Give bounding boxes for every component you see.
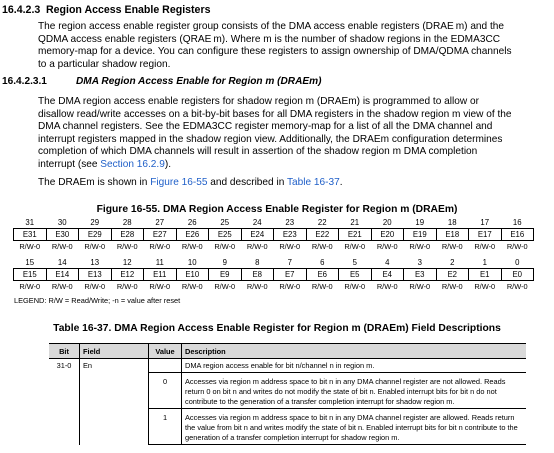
figure-link[interactable]: Figure 16-55 xyxy=(150,177,208,188)
field-name: E14 xyxy=(46,269,79,281)
intro-line: memory-map for a device. You can configure these registers to assign ownership of DMA/QDMA channels xyxy=(38,46,512,58)
body-line: interrupt registers mapped in the shadow region view. Additionally, the DRAEm configuration determines xyxy=(38,133,503,145)
access-type: R/W-0 xyxy=(84,282,106,291)
field-name: E10 xyxy=(176,269,209,281)
access-type: R/W-0 xyxy=(19,242,41,251)
access-type: R/W-0 xyxy=(149,282,171,291)
access-type: R/W-0 xyxy=(214,242,236,251)
description-cell: Accesses via region m address space to bit n in any DMA channel register are not allowed. Reads return 0 on bit n and writes do not modify the state of bit n. Enabled interrupt bits for bit n do not contribute to the generation of a transfer completion interrupt for shadow region m. xyxy=(182,373,527,409)
bit-number: 23 xyxy=(285,218,295,227)
access-type: R/W-0 xyxy=(246,282,268,291)
header-bit: Bit xyxy=(49,344,80,359)
field-name: E9 xyxy=(209,269,242,281)
bit-number: 24 xyxy=(252,218,262,227)
access-type: R/W-0 xyxy=(19,282,41,291)
access-type: R/W-0 xyxy=(51,282,73,291)
section-intro xyxy=(38,21,512,71)
field-name: E19 xyxy=(404,229,437,241)
access-type: R/W-0 xyxy=(246,242,268,251)
figure-reference: The DRAEm is shown in Figure 16-55 and described in Table 16-37. xyxy=(38,177,343,188)
header-value: Value xyxy=(149,344,182,359)
access-type: R/W-0 xyxy=(506,242,528,251)
access-type: R/W-0 xyxy=(116,242,138,251)
bit-number: 18 xyxy=(447,218,457,227)
field-name: E30 xyxy=(46,229,79,241)
field-name: E29 xyxy=(79,229,112,241)
bit-number: 21 xyxy=(350,218,360,227)
bit-number: 10 xyxy=(187,258,197,267)
bit-number: 8 xyxy=(255,258,260,267)
bit-number: 4 xyxy=(385,258,390,267)
field-name: E1 xyxy=(469,269,502,281)
bit-number-row xyxy=(14,217,534,229)
bit-number: 14 xyxy=(57,258,67,267)
bit-number: 12 xyxy=(122,258,132,267)
bit-number: 0 xyxy=(515,258,520,267)
bit-number: 9 xyxy=(222,258,227,267)
value-cell: 1 xyxy=(149,409,182,445)
field-name: E25 xyxy=(209,229,242,241)
field-name: E11 xyxy=(144,269,177,281)
field-name: E18 xyxy=(436,229,469,241)
field-name: E20 xyxy=(371,229,404,241)
field-name: E13 xyxy=(79,269,112,281)
bit-cell: 31-0 xyxy=(49,359,80,445)
access-type: R/W-0 xyxy=(506,282,528,291)
access-type: R/W-0 xyxy=(84,242,106,251)
field-name: E3 xyxy=(404,269,437,281)
body-line: completion of which DMA channels will result in assertion of the shadow region m DMA completion xyxy=(38,146,478,158)
subsection-title: DMA Region Access Enable for Region m (DRAEm) xyxy=(76,76,322,87)
bit-number: 28 xyxy=(122,218,132,227)
bit-number: 29 xyxy=(90,218,100,227)
description-cell: DMA region access enable for bit n/channel n in region m. xyxy=(185,361,375,370)
access-type: R/W-0 xyxy=(279,282,301,291)
field-name: E15 xyxy=(14,269,47,281)
access-type: R/W-0 xyxy=(409,242,431,251)
access-type: R/W-0 xyxy=(441,242,463,251)
header-description: Description xyxy=(182,344,527,359)
intro-line: The region access enable register group consists of the DMA access enable registers (DRAE m) and the xyxy=(38,21,504,32)
bit-number: 19 xyxy=(415,218,425,227)
bit-number: 17 xyxy=(480,218,490,227)
field-name: E31 xyxy=(14,229,47,241)
access-type: R/W-0 xyxy=(51,242,73,251)
register-lower-half xyxy=(13,257,534,292)
intro-line: QDMA access enable registers (QRAE m). Where m is the number of shadow regions in the EDMA3CC xyxy=(38,33,501,45)
intro-line: to a particular shadow region. xyxy=(38,58,171,70)
subsection-number: 16.4.2.3.1 xyxy=(2,76,47,87)
register-legend: LEGEND: R/W = Read/Write; -n = value after reset xyxy=(14,296,181,305)
section-title: Region Access Enable Registers xyxy=(46,4,211,16)
table-row xyxy=(49,359,526,373)
access-row xyxy=(14,241,534,253)
field-name: E26 xyxy=(176,229,209,241)
field-name: E21 xyxy=(339,229,372,241)
body-line: disallow read/write accesses on a bit-by-bit bases for all DMA registers in the shadow region m view of the xyxy=(38,108,512,120)
bit-number: 1 xyxy=(482,258,487,267)
access-type: R/W-0 xyxy=(344,282,366,291)
table-link[interactable]: Table 16-37 xyxy=(286,177,340,188)
section-heading xyxy=(2,4,210,16)
access-type: R/W-0 xyxy=(376,242,398,251)
field-name: E22 xyxy=(306,229,339,241)
table-caption: Table 16-37. DMA Region Access Enable Register for Region m (DRAEm) Field Descriptions xyxy=(53,323,501,334)
bit-number-row xyxy=(14,257,534,269)
field-name: E24 xyxy=(241,229,274,241)
bit-number: 30 xyxy=(57,218,67,227)
bit-number: 15 xyxy=(25,258,35,267)
value-cell: 0 xyxy=(149,373,182,409)
field-name: E5 xyxy=(339,269,372,281)
field-name: E0 xyxy=(501,269,534,281)
access-type: R/W-0 xyxy=(116,282,138,291)
bit-number: 3 xyxy=(417,258,422,267)
access-row xyxy=(14,281,534,293)
field-name: E28 xyxy=(111,229,144,241)
field-name-row xyxy=(14,229,534,241)
field-name-row xyxy=(14,269,534,281)
access-type: R/W-0 xyxy=(311,242,333,251)
access-type: R/W-0 xyxy=(441,282,463,291)
field-cell: En xyxy=(80,359,149,445)
section-link[interactable]: Section 16.2.9 xyxy=(100,158,165,170)
access-type: R/W-0 xyxy=(311,282,333,291)
bit-number: 11 xyxy=(155,258,164,267)
field-name: E4 xyxy=(371,269,404,281)
field-name: E12 xyxy=(111,269,144,281)
bit-number: 16 xyxy=(512,218,522,227)
bit-number: 13 xyxy=(90,258,100,267)
bit-number: 25 xyxy=(220,218,230,227)
header-field: Field xyxy=(80,344,149,359)
field-name: E23 xyxy=(274,229,307,241)
body-line: The DMA region access enable registers for shadow region m (DRAEm) is programmed to allow or xyxy=(38,96,479,107)
access-type: R/W-0 xyxy=(344,242,366,251)
bit-number: 7 xyxy=(287,258,292,267)
field-name: E17 xyxy=(469,229,502,241)
access-type: R/W-0 xyxy=(474,282,496,291)
subsection-heading xyxy=(2,76,321,87)
bit-number: 2 xyxy=(450,258,455,267)
bit-number: 26 xyxy=(187,218,197,227)
field-name: E16 xyxy=(501,229,534,241)
access-type: R/W-0 xyxy=(376,282,398,291)
access-type: R/W-0 xyxy=(409,282,431,291)
access-type: R/W-0 xyxy=(279,242,301,251)
field-name: E2 xyxy=(436,269,469,281)
access-type: R/W-0 xyxy=(149,242,171,251)
field-name: E6 xyxy=(306,269,339,281)
bit-number: 22 xyxy=(317,218,327,227)
bit-number: 5 xyxy=(352,258,357,267)
field-name: E7 xyxy=(274,269,307,281)
description-cell: Accesses via region m address space to bit n in any DMA channel register are allowed. Reads return the value from bit n and writes modify the state of bit n. Enabled interrupt bits for bit n contribute to the generation of a transfer completion interrupt for shadow region m. xyxy=(182,409,527,445)
access-type: R/W-0 xyxy=(181,282,203,291)
figure-caption: Figure 16-55. DMA Region Access Enable Register for Region m (DRAEm) xyxy=(96,204,458,215)
bit-number: 6 xyxy=(320,258,325,267)
bit-number: 31 xyxy=(25,218,35,227)
field-description-table xyxy=(49,343,526,445)
section-number: 16.4.2.3 xyxy=(2,4,41,16)
table-header-row xyxy=(49,344,526,359)
body-line: DMA channel registers. See the EDMA3CC register memory-map for a list of all the DMA channel and xyxy=(38,121,493,133)
subsection-body xyxy=(38,96,512,172)
access-type: R/W-0 xyxy=(474,242,496,251)
field-name: E8 xyxy=(241,269,274,281)
access-type: R/W-0 xyxy=(181,242,203,251)
field-name: E27 xyxy=(144,229,177,241)
register-upper-half xyxy=(13,217,534,252)
bit-number: 27 xyxy=(155,218,165,227)
bit-number: 20 xyxy=(382,218,392,227)
body-line-last: interrupt (see Section 16.2.9). xyxy=(38,158,171,170)
access-type: R/W-0 xyxy=(214,282,236,291)
